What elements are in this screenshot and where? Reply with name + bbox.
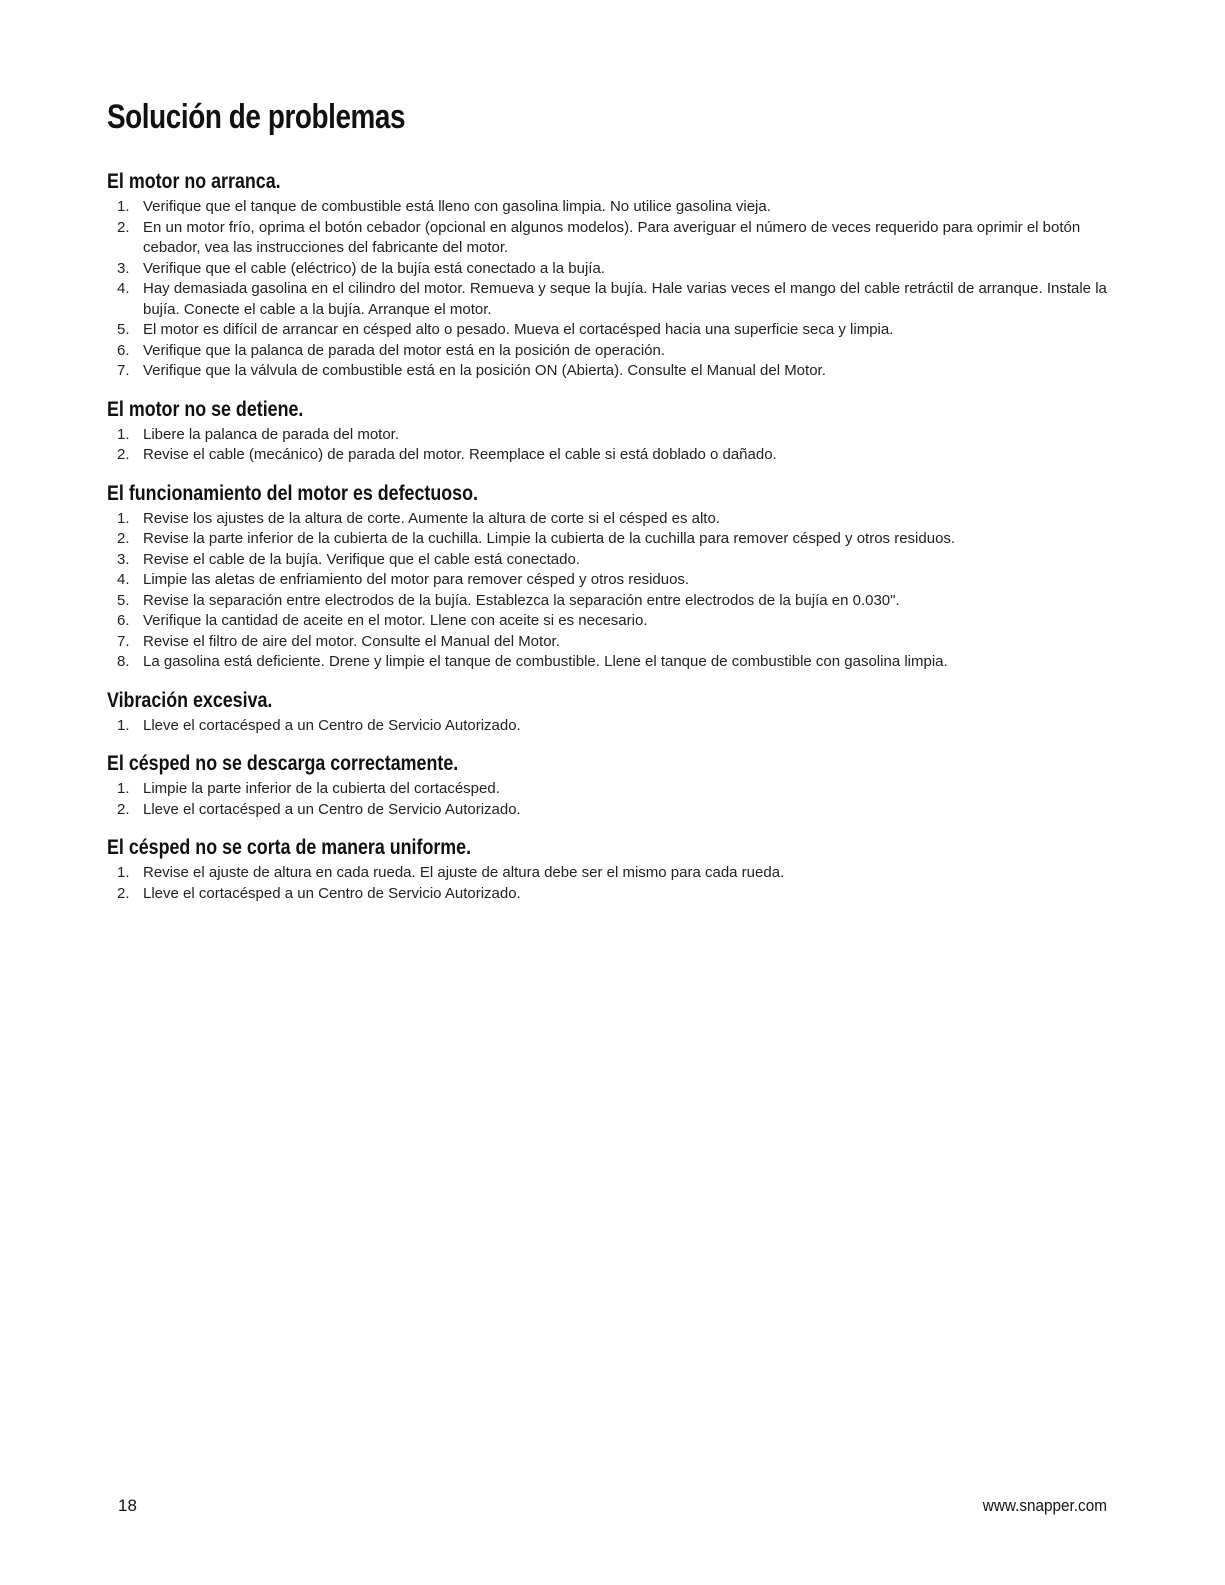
step-text: Revise la parte inferior de la cubierta de la cuchilla. Limpie la cubierta de la cuchilla para remover césped y otros residuos. bbox=[143, 530, 956, 547]
step-number: 1. bbox=[117, 198, 130, 215]
step-number: 3. bbox=[117, 550, 130, 568]
step-text: Revise los ajustes de la altura de corte. Aumente la altura de corte si el césped es alto. bbox=[143, 509, 720, 527]
list-item bbox=[107, 279, 1117, 320]
list-item bbox=[107, 779, 1117, 800]
step-number: 4. bbox=[117, 571, 130, 588]
list-item bbox=[107, 197, 1117, 218]
list-item bbox=[107, 632, 1117, 653]
step-number: 5. bbox=[117, 591, 130, 609]
troubleshooting-section bbox=[107, 170, 1117, 382]
step-number: 1. bbox=[117, 509, 130, 527]
list-item bbox=[107, 259, 1117, 280]
list-item bbox=[107, 863, 1117, 884]
list-item bbox=[107, 884, 1117, 905]
step-number: 5. bbox=[117, 321, 130, 338]
list-item bbox=[107, 652, 1117, 673]
section-heading: Vibración excesiva. bbox=[107, 688, 273, 712]
troubleshooting-section bbox=[107, 752, 1117, 820]
troubleshooting-content bbox=[107, 170, 1117, 920]
list-item bbox=[107, 716, 1117, 737]
step-text: En un motor frío, oprima el botón cebador (opcional en algunos modelos). Para averiguar el número de veces requerido para oprimir el botón cebador, vea las instrucciones del fabricante del motor. bbox=[143, 218, 1081, 256]
list-item bbox=[107, 361, 1117, 382]
step-text: Verifique que la válvula de combustible está en la posición ON (Abierta). Consulte el Manual del Motor. bbox=[143, 362, 826, 379]
step-text: Revise el cable (mecánico) de parada del motor. Reemplace el cable si está doblado o dañado. bbox=[143, 446, 777, 463]
steps-list bbox=[107, 716, 1117, 737]
section-heading: El motor no arranca. bbox=[107, 170, 281, 193]
list-item bbox=[107, 445, 1117, 466]
list-item bbox=[107, 341, 1117, 362]
step-number: 1. bbox=[117, 864, 130, 881]
step-number: 2. bbox=[117, 218, 130, 236]
step-text: Verifique que el tanque de combustible está lleno con gasolina limpia. No utilice gasolina vieja. bbox=[143, 198, 771, 215]
step-number: 6. bbox=[117, 341, 130, 359]
section-heading: El césped no se corta de manera uniforme. bbox=[107, 836, 472, 859]
step-text: Lleve el cortacésped a un Centro de Servicio Autorizado. bbox=[143, 884, 521, 902]
step-number: 3. bbox=[117, 259, 130, 277]
step-number: 7. bbox=[117, 632, 130, 650]
section-heading: El césped no se descarga correctamente. bbox=[107, 752, 459, 775]
step-number: 4. bbox=[117, 280, 130, 297]
steps-list bbox=[107, 197, 1117, 382]
troubleshooting-section bbox=[107, 689, 1117, 737]
step-number: 1. bbox=[117, 716, 130, 734]
step-number: 1. bbox=[117, 780, 130, 797]
list-item bbox=[107, 529, 1117, 550]
step-number: 8. bbox=[117, 653, 130, 670]
step-text: Lleve el cortacésped a un Centro de Servicio Autorizado. bbox=[143, 800, 521, 818]
troubleshooting-section bbox=[107, 398, 1117, 466]
list-item bbox=[107, 425, 1117, 446]
page-title: Solución de problemas bbox=[107, 98, 406, 136]
step-number: 2. bbox=[117, 530, 130, 547]
troubleshooting-section bbox=[107, 482, 1117, 673]
steps-list bbox=[107, 509, 1117, 673]
step-number: 1. bbox=[117, 425, 130, 443]
list-item bbox=[107, 570, 1117, 591]
step-text: Verifique que el cable (eléctrico) de la bujía está conectado a la bujía. bbox=[143, 259, 605, 277]
section-heading: El motor no se detiene. bbox=[107, 397, 304, 421]
step-number: 2. bbox=[117, 800, 130, 818]
troubleshooting-section bbox=[107, 836, 1117, 904]
page-number: 18 bbox=[118, 1496, 137, 1515]
step-text: Revise el ajuste de altura en cada rueda. El ajuste de altura debe ser el mismo para cada rueda. bbox=[143, 864, 785, 881]
list-item bbox=[107, 591, 1117, 612]
step-text: Hay demasiada gasolina en el cilindro del motor. Remueva y seque la bujía. Hale varias veces el mango del cable retráctil de arranque. Instale la bujía. Conecte el cable a la bujía. Arranque el motor. bbox=[143, 280, 1107, 318]
list-item bbox=[107, 509, 1117, 530]
step-text: Revise el cable de la bujía. Verifique que el cable está conectado. bbox=[143, 550, 580, 568]
list-item bbox=[107, 611, 1117, 632]
steps-list bbox=[107, 863, 1117, 904]
step-text: Verifique que la palanca de parada del motor está en la posición de operación. bbox=[143, 341, 666, 359]
step-text: Verifique la cantidad de aceite en el motor. Llene con aceite si es necesario. bbox=[143, 612, 648, 629]
list-item bbox=[107, 218, 1117, 259]
step-text: El motor es difícil de arrancar en césped alto o pesado. Mueva el cortacésped hacia una superficie seca y limpia. bbox=[143, 321, 894, 338]
step-text: Limpie la parte inferior de la cubierta del cortacésped. bbox=[143, 780, 500, 797]
step-text: Limpie las aletas de enfriamiento del motor para remover césped y otros residuos. bbox=[143, 571, 690, 588]
step-number: 2. bbox=[117, 446, 130, 463]
section-heading: El funcionamiento del motor es defectuoso. bbox=[107, 481, 478, 505]
list-item bbox=[107, 550, 1117, 571]
step-text: Lleve el cortacésped a un Centro de Servicio Autorizado. bbox=[143, 716, 521, 734]
steps-list bbox=[107, 425, 1117, 466]
step-number: 2. bbox=[117, 884, 130, 902]
website-url: www.snapper.com bbox=[982, 1496, 1107, 1515]
list-item bbox=[107, 320, 1117, 341]
step-text: La gasolina está deficiente. Drene y limpie el tanque de combustible. Llene el tanque de combustible con gasolina limpia. bbox=[143, 653, 948, 670]
step-text: Revise la separación entre electrodos de la bujía. Establezca la separación entre electrodos de la bujía en 0.030". bbox=[143, 591, 900, 609]
step-text: Libere la palanca de parada del motor. bbox=[143, 425, 400, 443]
step-number: 7. bbox=[117, 362, 130, 379]
list-item bbox=[107, 800, 1117, 821]
steps-list bbox=[107, 779, 1117, 820]
step-text: Revise el filtro de aire del motor. Consulte el Manual del Motor. bbox=[143, 632, 560, 650]
step-number: 6. bbox=[117, 612, 130, 629]
